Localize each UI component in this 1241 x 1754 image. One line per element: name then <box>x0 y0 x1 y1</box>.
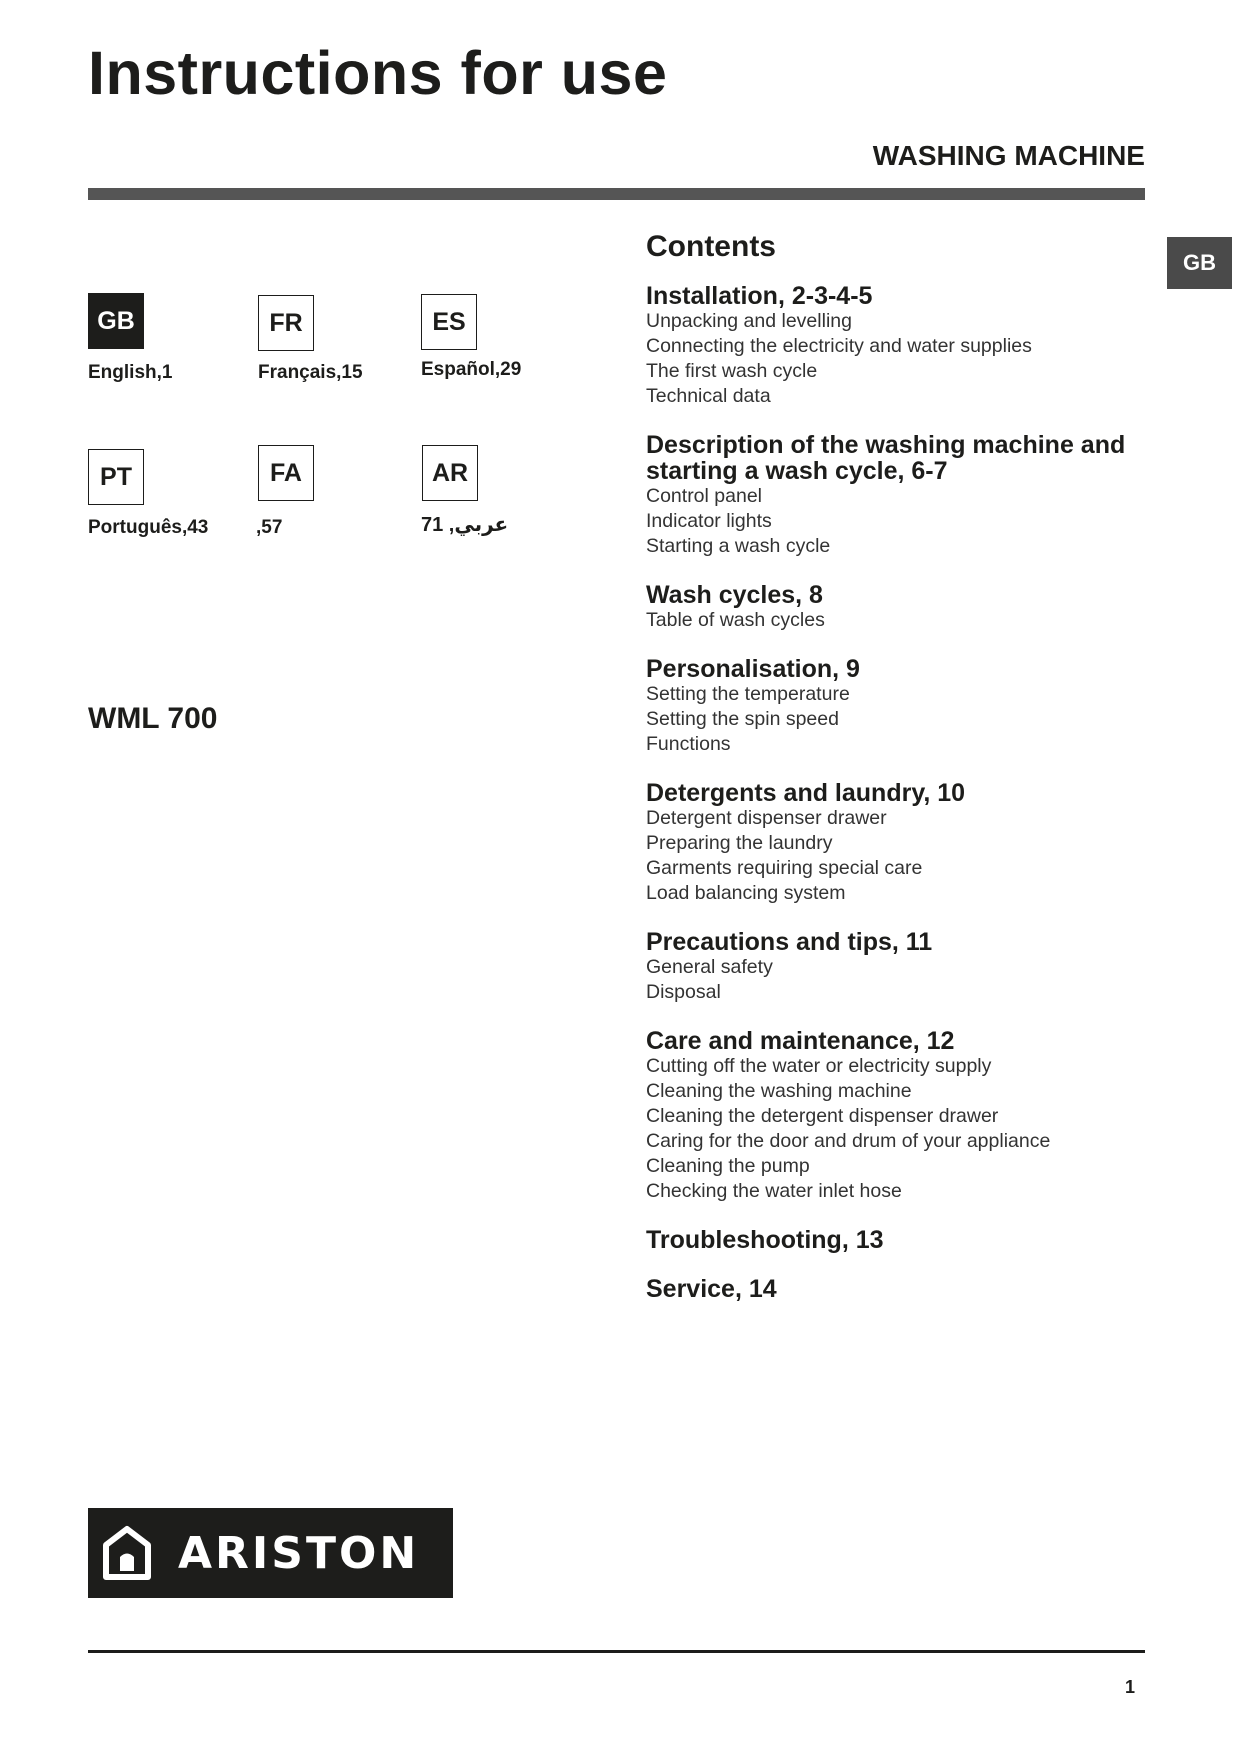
toc-item: Cleaning the detergent dispenser drawer <box>646 1105 999 1127</box>
toc-section <box>646 432 1146 559</box>
lang-label-fa: ,57 <box>256 517 283 538</box>
toc-heading: Personalisation, 9 <box>646 655 860 683</box>
toc-sections <box>646 283 1146 1302</box>
toc-section <box>646 780 1146 906</box>
toc-item: Checking the water inlet hose <box>646 1180 902 1202</box>
toc-item: Table of wash cycles <box>646 609 825 631</box>
toc-section <box>646 283 1146 409</box>
toc-heading: Troubleshooting, 13 <box>646 1226 884 1254</box>
toc-item: Preparing the laundry <box>646 832 833 854</box>
toc-item: Setting the spin speed <box>646 708 839 730</box>
toc-item: Caring for the door and drum of your appliance <box>646 1130 1051 1152</box>
lang-code-ar: AR <box>422 445 478 501</box>
page-title: Instructions for use <box>88 39 668 107</box>
toc-item: Connecting the electricity and water supplies <box>646 335 1032 357</box>
toc-item: Unpacking and levelling <box>646 310 852 332</box>
lang-label-gb: English,1 <box>88 362 173 383</box>
toc-item: Indicator lights <box>646 510 772 532</box>
lang-code-fr: FR <box>258 295 314 351</box>
toc-item: Garments requiring special care <box>646 857 923 879</box>
lang-label-es: Español,29 <box>421 359 522 380</box>
brand-name: ARISTON <box>178 1527 420 1579</box>
lang-code-gb: GB <box>88 293 144 349</box>
lang-code-pt: PT <box>88 449 144 505</box>
toc-item: Cutting off the water or electricity supply <box>646 1055 992 1077</box>
toc-heading: Detergents and laundry, 10 <box>646 779 966 807</box>
toc-item: Setting the temperature <box>646 683 850 705</box>
brand-logo <box>88 1508 453 1598</box>
toc-item: Control panel <box>646 485 762 507</box>
toc-item: Disposal <box>646 981 721 1003</box>
toc-heading: Service, 14 <box>646 1275 777 1303</box>
toc-item: Functions <box>646 733 731 755</box>
lang-label-ar: عربي, 71 <box>421 514 509 536</box>
toc-section <box>646 656 1146 757</box>
house-logo-icon <box>102 1525 152 1581</box>
table-of-contents <box>646 230 1146 1325</box>
model-number: WML 700 <box>88 702 218 735</box>
toc-item: Technical data <box>646 385 771 407</box>
lang-label-pt: Português,43 <box>88 517 209 538</box>
contents-title: Contents <box>646 230 776 263</box>
toc-item: Detergent dispenser drawer <box>646 807 887 829</box>
toc-section <box>646 929 1146 1005</box>
toc-heading: Description of the washing machine and starting a wash cycle, 6-7 <box>646 431 1126 485</box>
toc-item: Cleaning the pump <box>646 1155 810 1177</box>
lang-code-es: ES <box>421 294 477 350</box>
toc-item: The first wash cycle <box>646 360 818 382</box>
toc-section <box>646 1028 1146 1204</box>
page-number: 1 <box>1124 1677 1135 1697</box>
toc-item: General safety <box>646 956 773 978</box>
footer-divider <box>88 1650 1145 1653</box>
toc-item: Cleaning the washing machine <box>646 1080 912 1102</box>
toc-item: Load balancing system <box>646 882 846 904</box>
lang-code-fa: FA <box>258 445 314 501</box>
toc-item: Starting a wash cycle <box>646 535 831 557</box>
lang-label-fr: Français,15 <box>258 362 363 383</box>
language-side-tab: GB <box>1167 237 1232 289</box>
toc-section <box>646 1276 1146 1302</box>
toc-heading: Precautions and tips, 11 <box>646 928 933 956</box>
toc-heading: Wash cycles, 8 <box>646 581 823 609</box>
header-divider <box>88 188 1145 200</box>
toc-heading: Installation, 2-3-4-5 <box>646 282 873 310</box>
product-type: WASHING MACHINE <box>872 140 1145 171</box>
toc-section <box>646 582 1146 633</box>
toc-section <box>646 1227 1146 1253</box>
toc-heading: Care and maintenance, 12 <box>646 1027 955 1055</box>
